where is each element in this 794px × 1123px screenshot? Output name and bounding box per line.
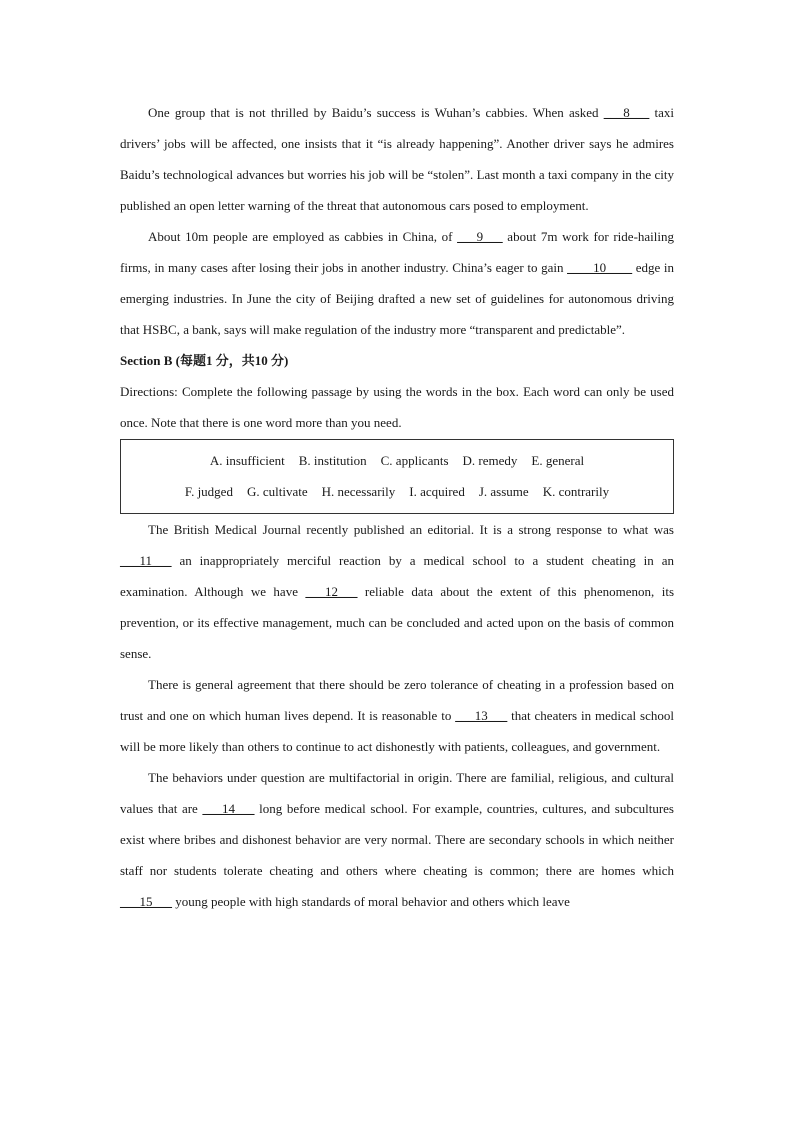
paragraph-zero-tolerance: There is general agreement that there should be zero tolerance of cheating in a profession based on trust and one on which human lives depend. It is reasonable to ___13___ that cheaters in medical school will be more likely than others to continue to act dishonestly with patients, colleagues, and government. xyxy=(120,677,674,754)
word-option-j: J. assume xyxy=(478,484,529,499)
word-option-b: B. institution xyxy=(298,453,367,468)
blank-8[interactable]: ___8___ xyxy=(603,105,650,120)
word-option-f: F. judged xyxy=(184,484,233,499)
blank-13[interactable]: ___13___ xyxy=(455,708,508,723)
paragraph-employment: About 10m people are employed as cabbies in China, of ___9___ about 7m work for ride-hailing firms, in many cases after losing their jobs in another industry. China’s eager to gain ____10____ edge in emerging industries. In June the city of Beijing drafted a new set of guidelines for autonomous driving that HSBC, a bank, says will make regulation of the industry more “transparent and predictable”. xyxy=(120,229,675,337)
paragraph-editorial: The British Medical Journal recently published an editorial. It is a strong response to what was ___11___ an inappropriately merciful reaction by a medical school to a student cheating in an examination. Although we have ___12___ reliable data about the extent of this phenomenon, its prevention, or its effective management, much can be concluded and acted upon on the basis of common sense. xyxy=(120,522,674,661)
word-box xyxy=(120,439,674,514)
word-option-a: A. insufficient xyxy=(209,453,285,468)
document-content xyxy=(120,97,674,917)
word-box-row-1 xyxy=(121,445,673,476)
blank-12[interactable]: ___12___ xyxy=(305,584,358,599)
blank-15[interactable]: ___15___ xyxy=(120,894,172,909)
word-option-c: C. applicants xyxy=(380,453,449,468)
paragraph-behaviors: The behaviors under question are multifactorial in origin. There are familial, religious, and cultural values that are ___14___ long before medical school. For example, countries, cultures, and subcultures exist where bribes and dishonest behavior are very normal. There are secondary schools in which neither staff nor students tolerate cheating and others where cheating is common; there are homes which ___15___ young people with high standards of moral behavior and others which leave xyxy=(120,770,674,909)
word-option-e: E. general xyxy=(531,453,585,468)
word-option-k: K. contrarily xyxy=(542,484,610,499)
blank-9[interactable]: ___9___ xyxy=(457,229,503,244)
blank-14[interactable]: ___14___ xyxy=(202,801,255,816)
word-option-h: H. necessarily xyxy=(321,484,396,499)
blank-11[interactable]: ___11___ xyxy=(120,553,172,568)
paragraph-cabbies: One group that is not thrilled by Baidu’s success is Wuhan’s cabbies. When asked ___8___ taxi drivers’ jobs will be affected, one insists that it “is already happening”. Another driver says he admires Baidu’s technological advances but worries his job will be “stolen”. Last month a taxi company in the city published an open letter warning of the threat that autonomous cars posed to employment. xyxy=(120,105,674,213)
word-option-g: G. cultivate xyxy=(246,484,308,499)
word-box-row-2 xyxy=(121,476,673,507)
word-option-i: I. acquired xyxy=(409,484,465,499)
blank-10[interactable]: ____10____ xyxy=(567,260,633,275)
section-b-directions: Directions: Complete the following passage by using the words in the box. Each word can only be used once. Note that there is one word more than you need. xyxy=(120,384,674,430)
section-b-title: Section B (每题1 分，共10 分) xyxy=(120,353,289,368)
word-option-d: D. remedy xyxy=(462,453,518,468)
